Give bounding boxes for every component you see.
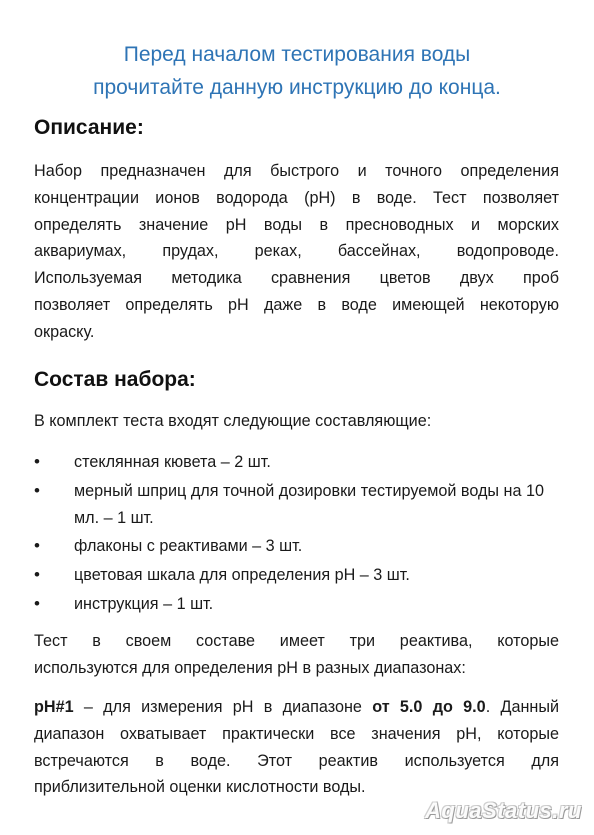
list-item-text: инструкция – 1 шт.	[74, 594, 214, 613]
ph1-first-line: pH#1 – для измерения pH в диапазоне от 5.0 до 9.0. Данный	[34, 698, 559, 716]
description-line: позволяет определять pH даже в воде имеющей некоторую	[34, 295, 559, 314]
description-line: Используемая методика сравнения цветов двух проб	[34, 269, 559, 288]
kit-heading: Состав набора:	[34, 368, 196, 391]
title-line-1: Перед началом тестирования воды	[123, 43, 471, 66]
kit-intro: В комплект теста входят следующие составляющие:	[34, 412, 432, 430]
list-item	[34, 562, 564, 589]
bullet-icon: •	[34, 452, 40, 471]
description-line: определять значение pH воды в пресноводных и морских	[34, 215, 559, 234]
description-line: аквариумах, прудах, реках, бассейнах, водопроводе.	[34, 242, 559, 261]
bullet-icon: •	[34, 565, 40, 585]
bullet-icon: •	[34, 480, 40, 500]
ph1-range: от 5.0 до 9.0	[372, 698, 486, 716]
list-item	[34, 478, 564, 532]
description-line: окраску.	[34, 322, 95, 341]
list-item	[34, 449, 564, 476]
reagents-paragraph	[34, 628, 559, 682]
ph1-label: pH#1	[34, 698, 74, 716]
list-item	[34, 591, 564, 618]
description-heading: Описание:	[34, 116, 144, 139]
kit-items-list	[34, 449, 564, 620]
page-title	[0, 38, 594, 104]
ph1-line: приблизительной оценки кислотности воды.	[34, 778, 366, 797]
list-item-text: флаконы с реактивами – 3 шт.	[74, 537, 303, 556]
description-line: концентрации ионов водорода (pH) в воде. Тест позволяет	[34, 188, 559, 207]
reagents-line: Тест в своем составе имеет три реактива, которые	[34, 632, 559, 650]
bullet-icon: •	[34, 536, 40, 556]
watermark: AquaStatus.ru	[425, 798, 582, 823]
description-line: Набор предназначен для быстрого и точного определения	[34, 162, 559, 180]
bullet-icon: •	[34, 593, 40, 613]
ph1-line: встречаются в воде. Этот реактив используется для	[34, 751, 559, 770]
ph1-line: диапазон охватывает практически все значения pH, которые	[34, 724, 559, 743]
list-item	[34, 533, 564, 560]
reagents-line: используются для определения pH в разных диапазонах:	[34, 658, 466, 677]
description-paragraph	[34, 158, 559, 346]
list-item-text: цветовая шкала для определения pH – 3 шт.	[74, 566, 410, 585]
list-item-text: стеклянная кювета – 2 шт.	[74, 453, 271, 471]
list-item-text: мерный шприц для точной дозировки тестируемой воды на 10 мл. – 1 шт.	[74, 481, 544, 527]
title-line-2: прочитайте данную инструкцию до конца.	[93, 76, 501, 99]
ph1-paragraph	[34, 694, 559, 801]
